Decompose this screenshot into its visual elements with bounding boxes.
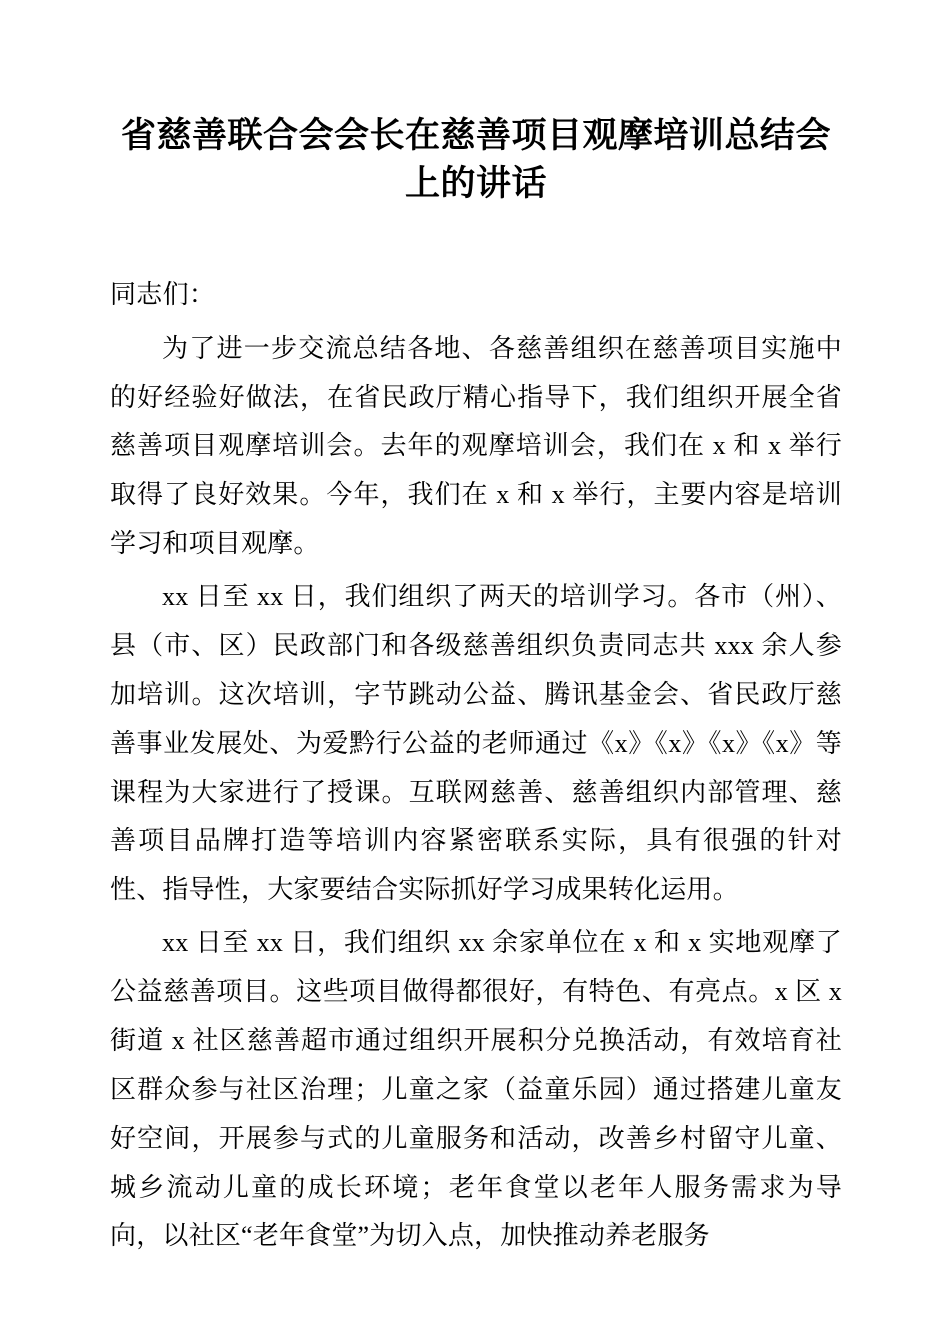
salutation-line: 同志们：	[110, 279, 216, 309]
body-paragraph-1: 为了进一步交流总结各地、各慈善组织在慈善项目实施中的好经验好做法，在省民政厅精心指导下，我们组织开展全省慈善项目观摩培训会。去年的观摩培训会，我们在 x 和 x 举行取得了良好效果。今年，我们在 x 和 x 举行，主要内容是培训学习和项目观摩。	[110, 333, 842, 559]
body-paragraph-3: xx 日至 xx 日，我们组织 xx 余家单位在 x 和 x 实地观摩了公益慈善项目。这些项目做得都很好，有特色、有亮点。x 区 x 街道 x 社区慈善超市通过组织开展积分兑换活动，有效培育社区群众参与社区治理；儿童之家（益童乐园）通过搭建儿童友好空间，开展参与式的儿童服务和活动，改善乡村留守儿童、城乡流动儿童的成长环境；老年食堂以老年人服务需求为导向，以社区“老年食堂”为切入点，加快推动养老服务	[110, 928, 842, 1251]
body-paragraph-2: xx 日至 xx 日，我们组织了两天的培训学习。各市（州）、县（市、区）民政部门和各级慈善组织负责同志共 xxx 余人参加培训。这次培训，字节跳动公益、腾讯基金会、省民政厅慈善事业发展处、为爱黔行公益的老师通过《x》《x》《x》《x》等课程为大家进行了授课。互联网慈善、慈善组织内部管理、慈善项目品牌打造等培训内容紧密联系实际，具有很强的针对性、指导性，大家要结合实际抓好学习成果转化运用。	[110, 582, 842, 905]
page-title: 省慈善联合会会长在慈善项目观摩培训总结会上的讲话	[120, 116, 831, 204]
